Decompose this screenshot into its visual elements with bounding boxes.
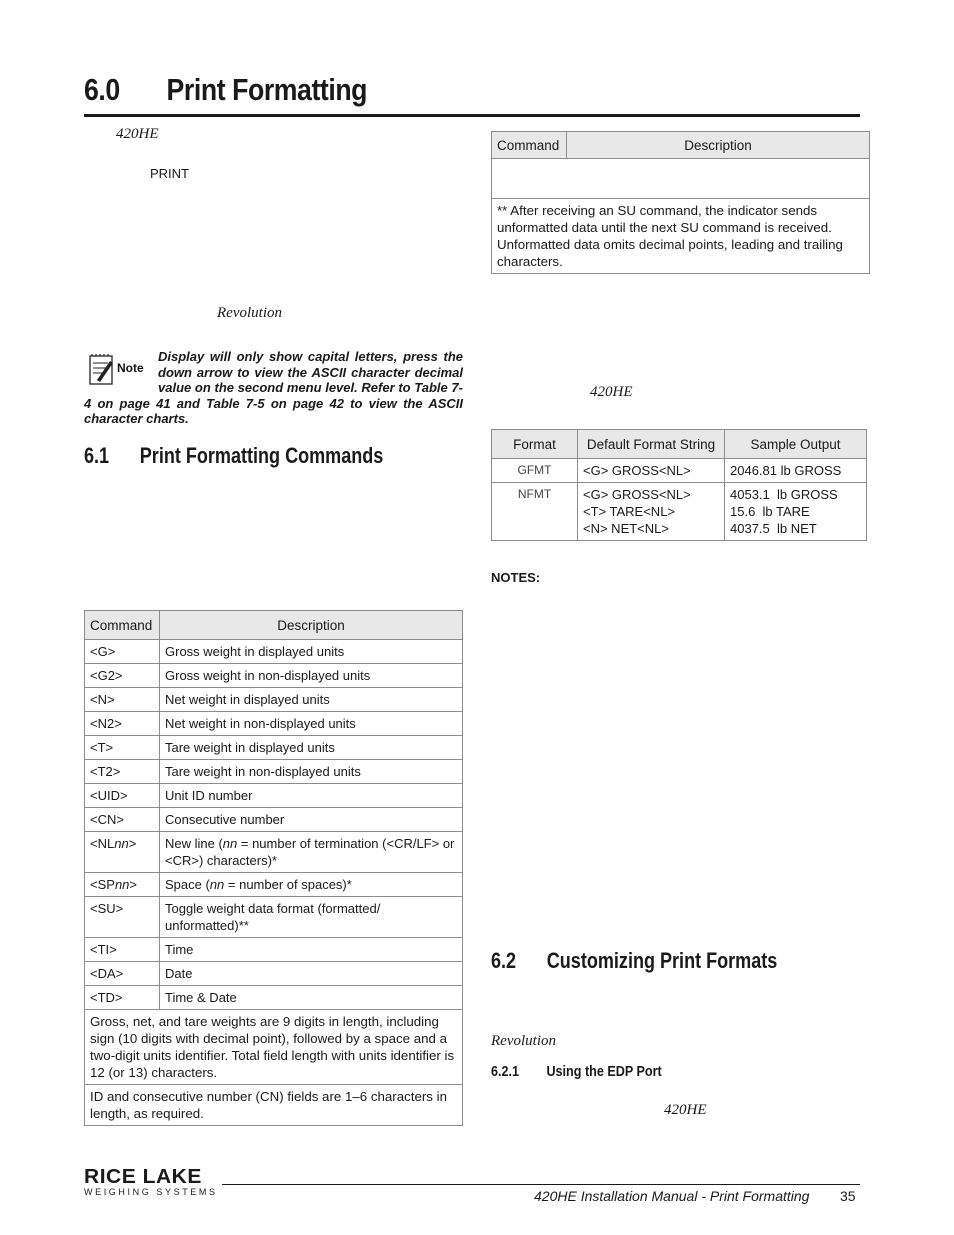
description-cell: Gross weight in displayed units [160, 640, 463, 664]
table-footnote: ID and consecutive number (CN) fields are 1–6 characters in length, as required. [85, 1085, 463, 1126]
table-footnote-row [85, 1010, 463, 1085]
command-cell: <G> [85, 640, 160, 664]
table-row [85, 664, 463, 688]
command-cell: <NLnn> [85, 832, 160, 873]
header-description: Description [567, 132, 870, 159]
print-commands-table-continued [491, 131, 870, 274]
footer-doc-title: 420HE Installation Manual - Print Formatting [534, 1188, 810, 1204]
command-cell: <G2> [85, 664, 160, 688]
description-cell: Toggle weight data format (formatted/ unformatted)** [160, 897, 463, 938]
section-6-2-1-heading [491, 1063, 662, 1080]
table-row [85, 986, 463, 1010]
section-6-1-number: 6.1 [84, 443, 110, 468]
right-model-name: 420HE [590, 384, 633, 400]
description-cell: Unit ID number [160, 784, 463, 808]
section-6-2-heading [491, 948, 777, 974]
cell-line: <N> NET<NL> [583, 521, 669, 536]
command-cell: <T> [85, 736, 160, 760]
table-row [85, 897, 463, 938]
command-cell: <N2> [85, 712, 160, 736]
section-number: 6.0 [84, 72, 120, 107]
description-cell: Tare weight in displayed units [160, 736, 463, 760]
print-commands-table [84, 610, 463, 1126]
command-cell: <CN> [85, 808, 160, 832]
notes-label: NOTES: [491, 570, 541, 585]
command-cell: <TI> [85, 938, 160, 962]
cell-line: <T> TARE<NL> [583, 504, 676, 519]
command-cell: <UID> [85, 784, 160, 808]
description-cell: Time & Date [160, 986, 463, 1010]
intro-model-name: 420HE [116, 126, 159, 142]
table-footnote: Gross, net, and tare weights are 9 digits in length, including sign (10 digits with decimal point), followed by a space and a two-digit units identifier. Total field length with units identifier is 12 (or 13) characters. [85, 1010, 463, 1085]
table-row [85, 712, 463, 736]
header-description: Description [160, 611, 463, 640]
table-row [85, 688, 463, 712]
description-cell: Consecutive number [160, 808, 463, 832]
table-row [85, 873, 463, 897]
note-text: Display will only show capital letters, press the down arrow to view the ASCII character decimal value on the second menu level. Refer to Table 7-4 on page 41 and Table 7-5 on page 42 to view the ASCII character charts. [84, 349, 463, 426]
table-row [492, 159, 870, 199]
revolution-label: Revolution [217, 305, 282, 321]
cell-line: 4053.1 lb GROSS [730, 487, 838, 502]
note-icon-label: Note [117, 361, 144, 375]
command-cell: <T2> [85, 760, 160, 784]
description-cell: Tare weight in non-displayed units [160, 760, 463, 784]
cell-line: 4037.5 lb NET [730, 521, 817, 536]
description-cell: New line (nn = number of termination (<CR/LF> or <CR>) characters)* [160, 832, 463, 873]
command-cell: <N> [85, 688, 160, 712]
table-row [85, 808, 463, 832]
header-command: Command [85, 611, 160, 640]
table-cell [492, 159, 870, 199]
cell-line: 15.6 lb TARE [730, 504, 810, 519]
description-cell: Space (nn = number of spaces)* [160, 873, 463, 897]
cell-line: <G> GROSS<NL> [583, 487, 691, 502]
logo-brand: RICE LAKE [84, 1166, 202, 1188]
description-cell: Net weight in displayed units [160, 688, 463, 712]
description-cell: Date [160, 962, 463, 986]
description-cell: Net weight in non-displayed units [160, 712, 463, 736]
sample-output-cell [725, 459, 867, 483]
table-footnote-row [492, 199, 870, 274]
table-row [492, 483, 867, 541]
cell-line: <G> GROSS<NL> [583, 463, 691, 478]
table-footnote: ** After receiving an SU command, the indicator sends unformatted data until the next SU command is received. Unformatted data omits decimal points, leading and trailing characters. [492, 199, 870, 274]
description-cell: Gross weight in non-displayed units [160, 664, 463, 688]
format-cell: GFMT [492, 459, 578, 483]
header-default-format-string: Default Format String [578, 430, 725, 459]
command-cell: <DA> [85, 962, 160, 986]
header-command: Command [492, 132, 567, 159]
title-rule [84, 114, 860, 117]
command-cell: <TD> [85, 986, 160, 1010]
revolution-label-2: Revolution [491, 1033, 556, 1049]
format-cell: NFMT [492, 483, 578, 541]
table-row [85, 736, 463, 760]
section-6-2-1-title: Using the EDP Port [546, 1063, 662, 1080]
description-cell: Time [160, 938, 463, 962]
table-row [85, 832, 463, 873]
page-title [84, 72, 367, 108]
page-number: 35 [840, 1188, 856, 1204]
header-format: Format [492, 430, 578, 459]
table-row [492, 459, 867, 483]
format-string-cell [578, 459, 725, 483]
logo-subtitle: WEIGHING SYSTEMS [84, 1187, 218, 1197]
table-row [85, 640, 463, 664]
section-title: Print Formatting [166, 72, 368, 107]
default-format-table [491, 429, 867, 541]
section-6-1-title: Print Formatting Commands [139, 443, 384, 468]
bottom-model-name: 420HE [664, 1102, 707, 1118]
table-row [85, 962, 463, 986]
section-6-2-title: Customizing Print Formats [546, 948, 778, 973]
command-cell: <SU> [85, 897, 160, 938]
table-row [85, 784, 463, 808]
format-string-cell [578, 483, 725, 541]
table-row [85, 760, 463, 784]
table-row [85, 938, 463, 962]
section-6-2-1-number: 6.2.1 [491, 1063, 520, 1080]
note-text-block [84, 349, 463, 427]
header-sample-output: Sample Output [725, 430, 867, 459]
section-6-2-number: 6.2 [491, 948, 517, 973]
sample-output-cell [725, 483, 867, 541]
cell-line: 2046.81 lb GROSS [730, 463, 842, 478]
section-6-1-heading [84, 443, 383, 469]
command-cell: <SPnn> [85, 873, 160, 897]
table-footnote-row [85, 1085, 463, 1126]
rice-lake-logo [84, 1166, 218, 1197]
footer-rule [222, 1184, 860, 1185]
print-key-label: PRINT [150, 166, 189, 181]
